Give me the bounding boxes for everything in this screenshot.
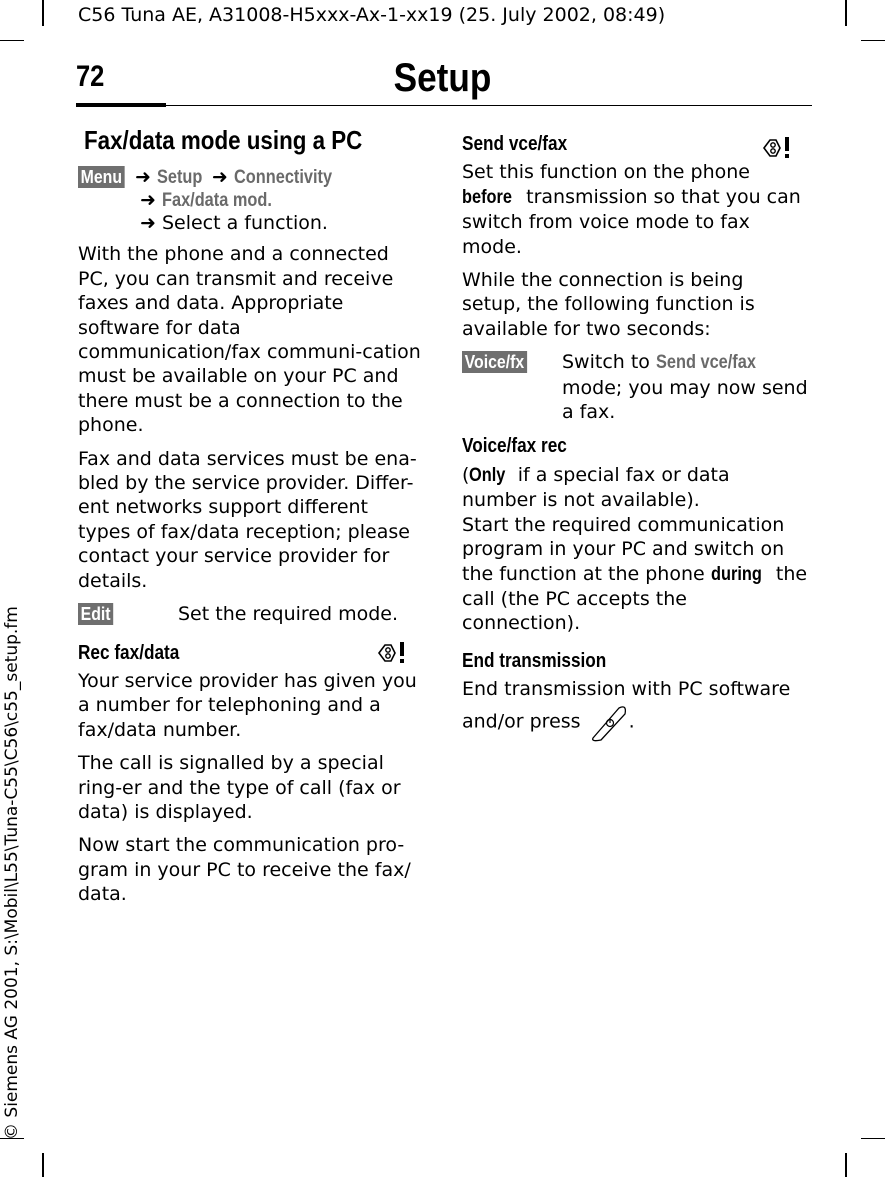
switch-text-b: mode; you may now send a fax. (562, 376, 808, 424)
rec-paragraph-3: Now start the communication pro-gram in your PC to receive the fax/ data. (78, 834, 411, 906)
network-dependent-icon (377, 639, 409, 665)
section-heading: Fax/data mode using a PC (84, 125, 363, 155)
voice-fx-description (562, 350, 808, 424)
end-call-key-icon (589, 702, 629, 742)
edit-row (78, 602, 423, 626)
switch-text-a: Switch to (562, 351, 650, 374)
arrow-icon: ➜ (135, 166, 151, 189)
menu-item-connectivity: Connectivity (233, 167, 332, 189)
vfr-text-c: the call (the PC accepts the connection). (462, 562, 808, 635)
crop-mark (845, 0, 847, 26)
left-column (78, 125, 423, 916)
menu-item-setup: Setup (157, 167, 203, 189)
send-vce-fax-word: Send vce/fax (655, 352, 756, 374)
setup-paragraph: While the connection is being setup, the following function is available for two seconds: (462, 269, 755, 340)
voice-fx-key[interactable]: Voice/fx (462, 351, 527, 373)
path-action: Select a function. (161, 212, 328, 235)
page-number: 72 (76, 60, 105, 93)
crop-mark (861, 1138, 885, 1139)
menu-item-fax-data-mode: Fax/data mod. (161, 190, 272, 212)
send-heading-row (462, 132, 808, 156)
document-header: C56 Tuna AE, A31008-H5xxx-Ax-1-xx19 (25. July 2002, 08:49) (78, 4, 666, 26)
sidebar-copyright: © Siemens AG 2001, S:\Mobil\L55\Tuna-C55\C56\c55_setup.fm (2, 606, 22, 1140)
vfr-text-b: Start the required communication program in your PC and switch on the function at the phone (462, 513, 785, 585)
menu-path (78, 166, 423, 234)
intro-paragraph: With the phone and a connected PC, you can transmit and receive faxes and data. Appropriate software for data communication/fax communi-cation must be available on your PC and there must be a connection to the phone. (78, 243, 421, 437)
vfr-text-a: if a special fax or data number is not available). (462, 463, 730, 512)
header-rule (76, 105, 812, 106)
page-title: Setup (393, 56, 492, 100)
end-transmission-heading: End transmission (462, 649, 607, 672)
end-paragraph: End transmission with PC software and/or press . (462, 677, 808, 741)
only-bold: Only (469, 464, 506, 486)
network-dependent-icon (762, 134, 794, 160)
voice-fax-rec-heading: Voice/fax rec (462, 435, 567, 458)
end-text: End transmission with PC software and/or press (462, 678, 791, 733)
send-vce-fax-heading: Send vce/fax (462, 133, 568, 155)
crop-mark (0, 40, 24, 41)
voice-fx-row (462, 350, 808, 424)
services-paragraph: Fax and data services must be ena-bled by the service provider. Differ-ent networks support different types of fax/data reception; please contact your service provider for details. (78, 447, 417, 592)
send-text-b: transmission so that you can switch from voice mode to fax mode. (462, 185, 801, 258)
menu-key[interactable]: Menu (78, 166, 125, 188)
right-column (462, 132, 808, 751)
crop-mark (42, 0, 44, 26)
rec-paragraph-2: The call is signalled by a special ring-er and the type of call (fax or data) is displayed. (78, 752, 401, 823)
crop-mark (861, 40, 885, 41)
arrow-icon: ➜ (140, 189, 156, 212)
voice-fax-rec-paragraph: (Only if a special fax or data number is not available). Start the required communication program in your PC and switch on the function at the phone during the call (the PC accepts the connection). (462, 463, 808, 635)
during-bold: during (710, 563, 762, 585)
crop-mark (42, 1153, 44, 1177)
arrow-icon: ➜ (211, 166, 228, 189)
edit-key[interactable]: Edit (78, 603, 113, 625)
arrow-icon: ➜ (140, 212, 156, 235)
send-text-a: Set this function on the phone (462, 161, 750, 184)
rec-heading-row (78, 641, 423, 665)
edit-description: Set the required mode. (178, 603, 399, 626)
rec-paragraph-1: Your service provider has given you a number for telephoning and a fax/data number. (78, 669, 417, 741)
rec-fax-data-heading: Rec fax/data (78, 641, 180, 664)
crop-mark (845, 1153, 847, 1177)
before-bold: before (462, 186, 512, 208)
send-paragraph (462, 160, 808, 259)
